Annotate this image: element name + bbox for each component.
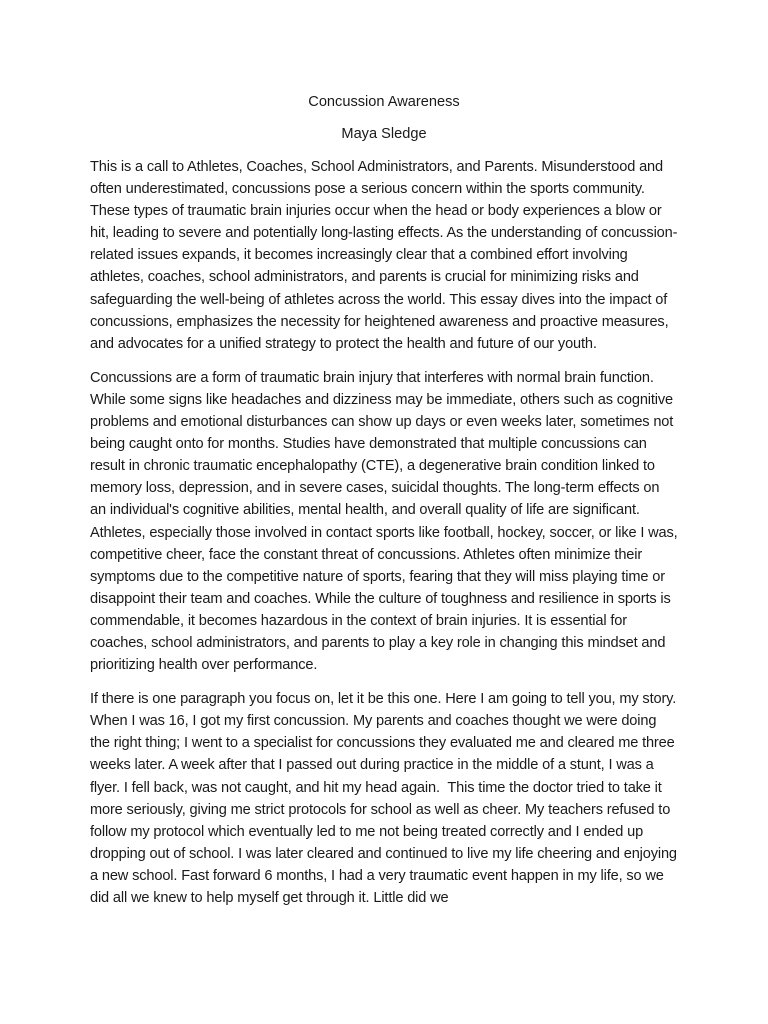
document-title: Concussion Awareness xyxy=(308,94,460,110)
document-author: Maya Sledge xyxy=(341,126,427,142)
paragraph-concussion-effects: Concussions are a form of traumatic brain injury that interferes with normal brain function. While some signs like headaches and dizziness may be immediate, others such as cognitive problems and emotional disturbances can show up days or even weeks later, sometimes not being caught onto for months. Studies have demonstrated that multiple concussions can result in chronic traumatic encephalopathy (CTE), a degenerative brain condition linked to memory loss, depression, and in severe cases, suicidal thoughts. The long-term effects on an individual's cognitive abilities, mental health, and overall quality of life are significant. Athletes, especially those involved in contact sports like football, hockey, soccer, or like I was, competitive cheer, face the constant threat of concussions. Athletes often minimize their symptoms due to the competitive nature of sports, fearing that they will miss playing time or disappoint their team and coaches. While the culture of toughness and resilience in sports is commendable, it becomes hazardous in the context of brain injuries. It is essential for coaches, school administrators, and parents to play a key role in changing this mindset and prioritizing health over performance. xyxy=(90,369,682,674)
paragraph-personal-story: If there is one paragraph you focus on, let it be this one. Here I am going to tell you, my story. When I was 16, I got my first concussion. My parents and coaches thought we were doing the right thing; I went to a specialist for concussions they evaluated me and cleared me three weeks later. A week after that I passed out during practice in the middle of a stunt, I was a flyer. I fell back, was not caught, and hit my head again. This time the doctor tried to take it more seriously, giving me strict protocols for school as well as cheer. My teachers refused to follow my protocol which eventually led to me not being treated correctly and I ended up dropping out of school. I was later cleared and continued to live my life cheering and enjoying a new school. Fast forward 6 months, I had a very traumatic event happen in my life, so we did all we knew to help myself get through it. Little did we xyxy=(90,691,681,906)
paragraph-intro: This is a call to Athletes, Coaches, School Administrators, and Parents. Misunderstood and often underestimated, concussions pose a serious concern within the sports community. These types of traumatic brain injuries occur when the head or body experiences a blow or hit, leading to severe and potentially long-lasting effects. As the understanding of concussion-related issues expands, it becomes increasingly clear that a combined effort involving athletes, coaches, school administrators, and parents is crucial for minimizing risks and safeguarding the well-being of athletes across the world. This essay dives into the impact of concussions, emphasizes the necessity for heightened awareness and proactive measures, and advocates for a unified strategy to protect the health and future of our youth. xyxy=(90,159,678,352)
document-body xyxy=(90,92,682,921)
